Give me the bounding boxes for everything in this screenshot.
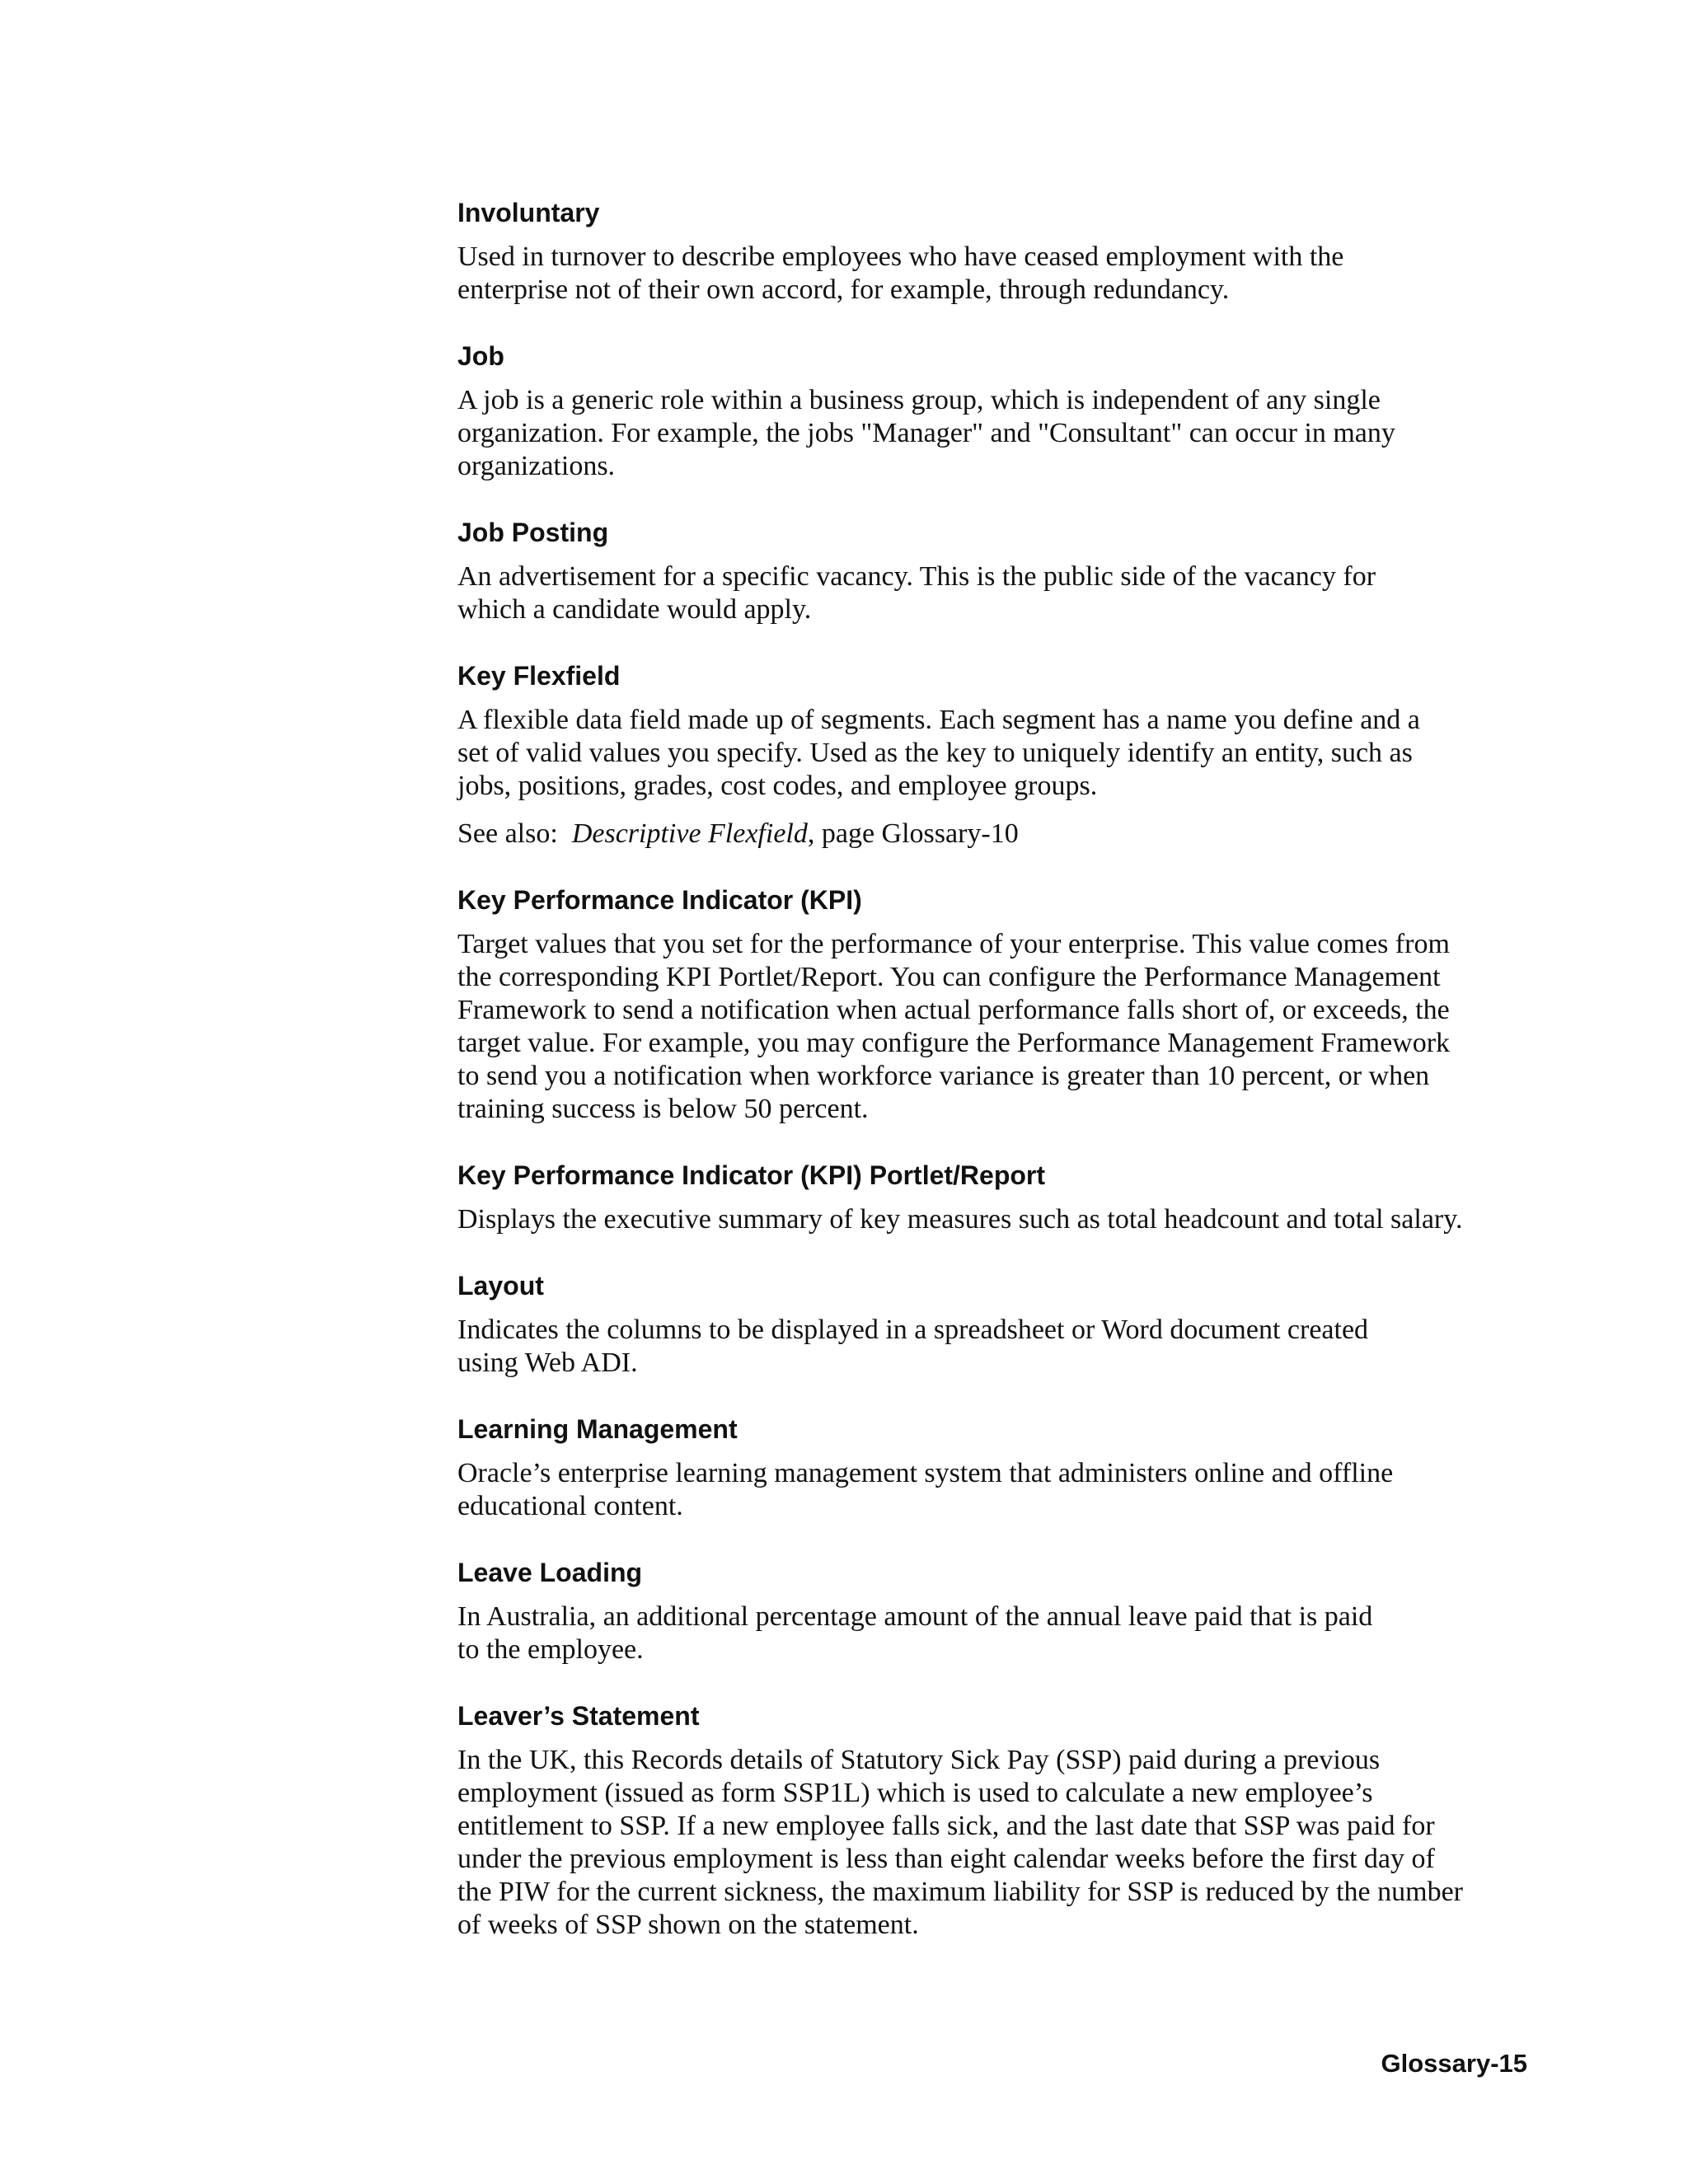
definition-line: Framework to send a notification when actual performance falls short of, or exceeds, the (457, 995, 1450, 1025)
glossary-entry (457, 516, 1529, 626)
glossary-entry (457, 659, 1529, 851)
definition-line: organization. For example, the jobs "Manager" and "Consultant" can occur in many (457, 418, 1395, 448)
glossary-term: Job (457, 341, 504, 371)
definition-line: to the employee. (457, 1634, 644, 1665)
glossary-entry (457, 883, 1529, 1126)
glossary-definition (457, 241, 1529, 307)
glossary-term: Learning Management (457, 1414, 738, 1444)
glossary-entry (457, 196, 1529, 307)
glossary-entry (457, 340, 1529, 483)
glossary-term: Key Performance Indicator (KPI) Portlet/Report (457, 1160, 1046, 1190)
definition-line: which a candidate would apply. (457, 594, 812, 625)
glossary-definition (457, 1601, 1529, 1666)
definition-line: entitlement to SSP. If a new employee falls sick, and the last date that SSP was paid for (457, 1811, 1435, 1841)
definition-line: A flexible data field made up of segments. Each segment has a name you define and a (457, 705, 1420, 735)
glossary-content (457, 196, 1529, 1975)
glossary-entries (457, 196, 1529, 1942)
definition-line: the corresponding KPI Portlet/Report. You can configure the Performance Management (457, 962, 1441, 992)
glossary-definition (457, 704, 1529, 803)
definition-line: jobs, positions, grades, cost codes, and employee groups. (457, 771, 1098, 801)
see-also-reference-link[interactable]: Descriptive Flexfield (571, 818, 808, 849)
glossary-definition (457, 1457, 1529, 1523)
see-also-page: , page Glossary-10 (807, 818, 1019, 849)
glossary-term: Layout (457, 1271, 544, 1301)
definition-line: set of valid values you specify. Used as the key to uniquely identify an entity, such as (457, 738, 1413, 768)
definition-line: training success is below 50 percent. (457, 1094, 869, 1124)
glossary-entry (457, 1699, 1529, 1942)
definition-line: of weeks of SSP shown on the statement. (457, 1910, 919, 1940)
definition-line: An advertisement for a specific vacancy. This is the public side of the vacancy for (457, 561, 1376, 592)
glossary-term: Job Posting (457, 518, 609, 547)
definition-line: Oracle’s enterprise learning management system that administers online and offline (457, 1458, 1394, 1488)
definition-line: Target values that you set for the performance of your enterprise. This value comes from (457, 929, 1450, 959)
glossary-term: Involuntary (457, 198, 600, 227)
glossary-term: Leave Loading (457, 1558, 643, 1587)
definition-line: A job is a generic role within a business group, which is independent of any single (457, 385, 1381, 415)
glossary-entry (457, 1159, 1529, 1236)
glossary-term: Leaver’s Statement (457, 1701, 700, 1731)
definition-line: In Australia, an additional percentage amount of the annual leave paid that is paid (457, 1601, 1373, 1632)
glossary-entry (457, 1556, 1529, 1666)
glossary-definition (457, 560, 1529, 626)
glossary-entry (457, 1269, 1529, 1380)
see-also-prefix: See also: (457, 818, 572, 849)
definition-line: to send you a notification when workforce variance is greater than 10 percent, or when (457, 1061, 1430, 1091)
definition-line: under the previous employment is less than eight calendar weeks before the first day of (457, 1844, 1435, 1874)
definition-line: target value. For example, you may configure the Performance Management Framework (457, 1028, 1451, 1058)
definition-line: using Web ADI. (457, 1347, 638, 1378)
glossary-definition (457, 1314, 1529, 1380)
glossary-definition (457, 928, 1529, 1126)
definition-line: employment (issued as form SSP1L) which is used to calculate a new employee’s (457, 1778, 1373, 1808)
definition-line: In the UK, this Records details of Statutory Sick Pay (SSP) paid during a previous (457, 1745, 1381, 1775)
glossary-definition (457, 1744, 1529, 1942)
page-number: Glossary-15 (1381, 2049, 1527, 2078)
see-also (457, 818, 1529, 851)
definition-line: the PIW for the current sickness, the maximum liability for SSP is reduced by the number (457, 1877, 1463, 1907)
definition-line: Used in turnover to describe employees who have ceased employment with the (457, 241, 1344, 272)
definition-line: enterprise not of their own accord, for example, through redundancy. (457, 274, 1230, 305)
glossary-definition (457, 384, 1529, 483)
glossary-definition (457, 1203, 1529, 1236)
definition-line: Displays the executive summary of key measures such as total headcount and total salary. (457, 1204, 1463, 1235)
definition-line: Indicates the columns to be displayed in a spreadsheet or Word document created (457, 1315, 1369, 1345)
definition-line: educational content. (457, 1491, 683, 1521)
glossary-entry (457, 1413, 1529, 1523)
glossary-term: Key Flexfield (457, 661, 621, 691)
definition-line: organizations. (457, 451, 616, 481)
glossary-term: Key Performance Indicator (KPI) (457, 885, 862, 915)
